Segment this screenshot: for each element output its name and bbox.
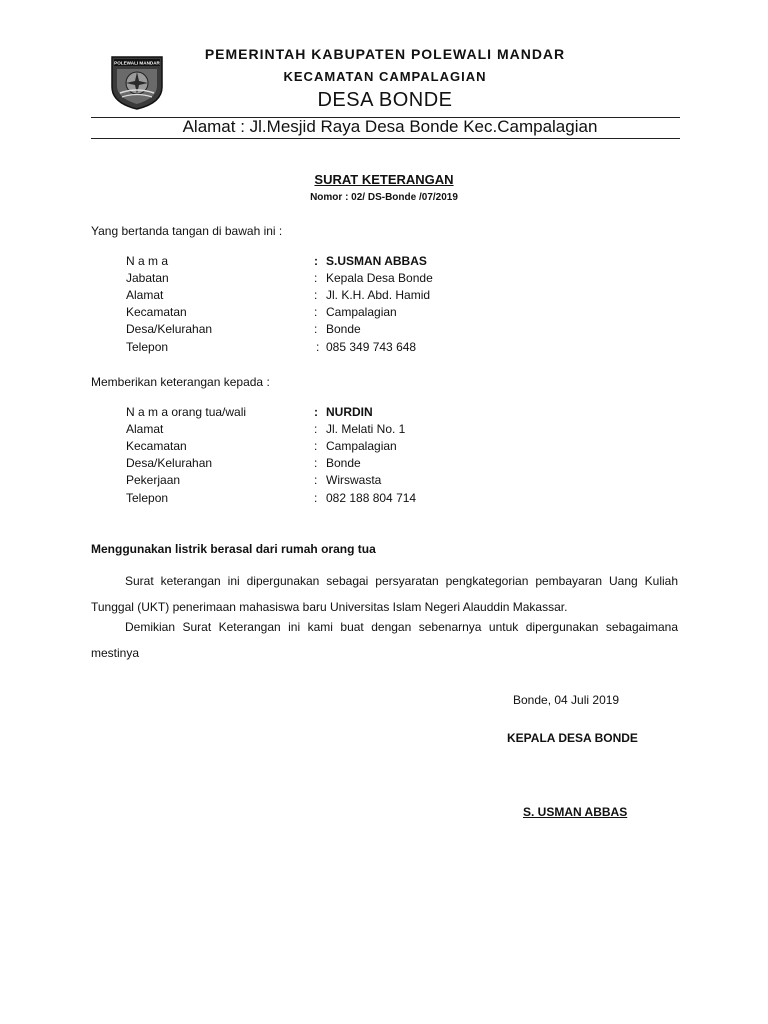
field-value: Wirswasta: [326, 473, 382, 487]
field-label: Jabatan: [126, 271, 169, 285]
field-colon: :: [314, 305, 318, 319]
field-label: Alamat: [126, 288, 164, 302]
field-label: Alamat: [126, 422, 164, 436]
subject-intro: Memberikan keterangan kepada :: [91, 375, 270, 389]
signature-name: S. USMAN ABBAS: [523, 805, 628, 819]
polewali-mandar-crest-icon: [108, 53, 166, 111]
field-colon: :: [314, 254, 318, 268]
field-label: Desa/Kelurahan: [126, 322, 213, 336]
field-colon: :: [314, 405, 318, 419]
body-paragraph-purpose: Surat keterangan ini dipergunakan sebagai persyaratan pengkategorian pembayaran Uang Kuliah Tunggal (UKT) penerimaan mahasiswa baru Universitas Islam Negeri Alauddin Makassar.: [91, 574, 678, 614]
field-colon: :: [314, 491, 318, 505]
signature-place-date: Bonde, 04 Juli 2019: [513, 693, 620, 707]
field-colon: :: [314, 422, 318, 436]
field-colon: :: [314, 439, 318, 453]
field-value: 085 349 743 648: [326, 340, 417, 354]
field-value: Bonde: [326, 322, 361, 336]
field-label: Telepon: [126, 491, 169, 505]
body-paragraph-closing: Demikian Surat Keterangan ini kami buat dengan sebenarnya untuk dipergunakan sebagaimana mestinya: [91, 620, 678, 660]
letterhead-village: DESA BONDE: [317, 89, 453, 111]
letterhead-rule-bottom: [91, 138, 680, 139]
document-number: Nomor : 02/ DS-Bonde /07/2019: [310, 192, 458, 203]
field-value: Jl. K.H. Abd. Hamid: [326, 288, 431, 302]
letterhead-district: KECAMATAN CAMPALAGIAN: [283, 69, 487, 84]
letterhead-address: Alamat : Jl.Mesjid Raya Desa Bonde Kec.Campalagian: [182, 117, 598, 136]
field-colon: :: [314, 456, 318, 470]
field-value: Jl. Melati No. 1: [326, 422, 406, 436]
field-label: Kecamatan: [126, 305, 187, 319]
field-value: Kepala Desa Bonde: [326, 271, 433, 285]
field-value: S.USMAN ABBAS: [326, 254, 427, 268]
field-label: Kecamatan: [126, 439, 187, 453]
field-value: 082 188 804 714: [326, 491, 417, 505]
field-label: N a m a orang tua/wali: [126, 405, 247, 419]
field-value: Campalagian: [326, 439, 397, 453]
signer-intro: Yang bertanda tangan di bawah ini :: [91, 224, 283, 238]
field-label: N a m a: [126, 254, 169, 268]
field-value: NURDIN: [326, 405, 373, 419]
crest-text: POLEWALI MANDAR: [114, 60, 160, 66]
field-colon: :: [314, 473, 318, 487]
field-colon: :: [316, 340, 320, 354]
field-value: Campalagian: [326, 305, 397, 319]
document-title: SURAT KETERANGAN: [314, 172, 454, 187]
field-label: Telepon: [126, 340, 169, 354]
signature-position: KEPALA DESA BONDE: [507, 731, 638, 745]
field-label: Pekerjaan: [126, 473, 181, 487]
field-colon: :: [314, 288, 318, 302]
field-colon: :: [314, 322, 318, 336]
field-value: Bonde: [326, 456, 361, 470]
letterhead-government: PEMERINTAH KABUPATEN POLEWALI MANDAR: [204, 46, 566, 62]
field-colon: :: [314, 271, 318, 285]
field-label: Desa/Kelurahan: [126, 456, 213, 470]
statement-text: Menggunakan listrik berasal dari rumah orang tua: [91, 542, 376, 556]
